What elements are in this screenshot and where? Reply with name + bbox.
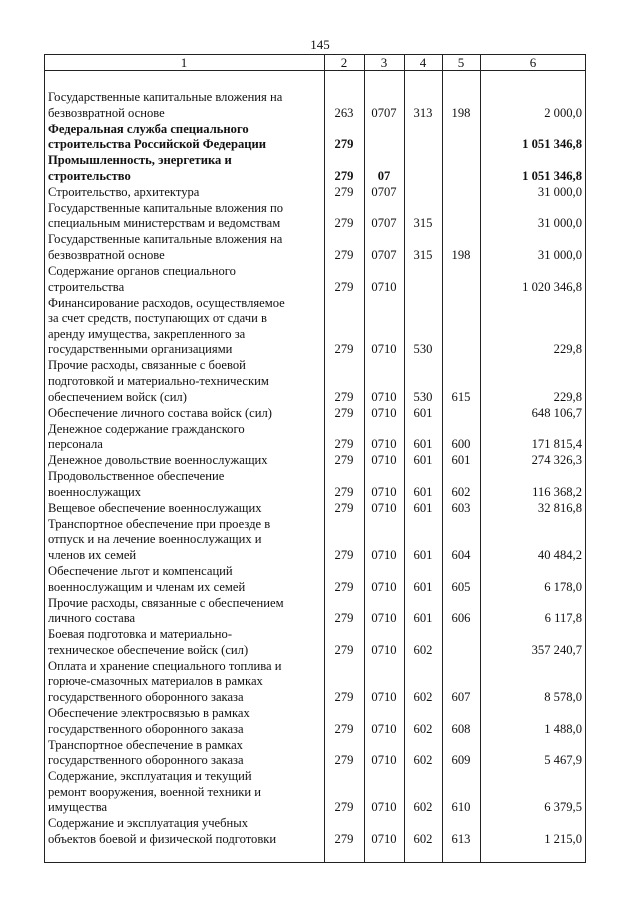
row-section-code: 0707 — [371, 105, 397, 120]
row-chapter-code: 279 — [334, 611, 354, 626]
row-section-code: 0710 — [371, 484, 397, 499]
table-row — [44, 659, 586, 706]
row-description: Содержание и эксплуатация учебных объектов боевой и физической подготовки — [48, 816, 277, 846]
row-amount: 1 051 346,8 — [522, 137, 582, 152]
row-description: Содержание органов специального строительства — [48, 264, 236, 294]
row-expense-code: 609 — [451, 753, 471, 768]
row-target-code: 601 — [413, 405, 433, 420]
row-target-code: 602 — [413, 721, 433, 736]
row-target-code: 530 — [413, 342, 433, 357]
header-col-3: 3 — [380, 55, 388, 70]
row-section-code: 0710 — [371, 721, 397, 736]
row-amount: 274 326,3 — [531, 453, 582, 468]
row-amount: 1 488,0 — [544, 721, 582, 736]
row-chapter-code: 279 — [334, 800, 354, 815]
table-row — [44, 232, 586, 263]
table-row — [44, 816, 586, 847]
row-section-code: 0707 — [371, 216, 397, 231]
row-chapter-code: 279 — [334, 500, 354, 515]
row-target-code: 601 — [413, 500, 433, 515]
row-chapter-code: 279 — [334, 137, 354, 152]
row-target-code: 530 — [413, 389, 433, 404]
row-chapter-code: 279 — [334, 247, 354, 262]
row-target-code: 601 — [413, 484, 433, 499]
row-amount: 6 178,0 — [544, 579, 582, 594]
row-amount: 6 117,8 — [544, 611, 582, 626]
row-target-code: 315 — [413, 247, 433, 262]
row-target-code: 315 — [413, 216, 433, 231]
table-row — [44, 453, 586, 469]
row-amount: 40 484,2 — [537, 548, 582, 562]
row-amount: 1 051 346,8 — [522, 168, 582, 183]
row-amount: 229,8 — [553, 342, 582, 357]
row-section-code: 0710 — [371, 579, 397, 594]
row-chapter-code: 279 — [334, 484, 354, 499]
row-expense-code: 605 — [451, 579, 471, 594]
row-expense-code: 613 — [451, 831, 471, 846]
row-section-code: 0707 — [371, 247, 397, 262]
row-description: Транспортное обеспечение в рамках государственного оборонного заказа — [48, 737, 244, 768]
row-expense-code: 602 — [451, 484, 471, 499]
row-expense-code: 603 — [451, 500, 471, 515]
row-target-code: 602 — [413, 753, 433, 768]
table-row — [44, 738, 586, 769]
row-amount: 1 020 346,8 — [522, 279, 582, 294]
row-section-code: 0710 — [371, 405, 397, 420]
row-expense-code: 606 — [451, 611, 471, 626]
row-expense-code: 198 — [451, 105, 471, 120]
row-section-code: 0710 — [371, 500, 397, 515]
row-target-code: 602 — [413, 642, 433, 657]
row-section-code: 0710 — [371, 453, 397, 468]
row-description: Финансирование расходов, осуществляемое за счет средств, поступающих от сдачи в аренду имущества, закрепленного за государственными организациями — [48, 295, 285, 357]
row-amount: 31 000,0 — [537, 247, 582, 262]
table-row — [44, 469, 586, 500]
table-row — [44, 358, 586, 405]
row-target-code: 602 — [413, 800, 433, 815]
row-amount: 229,8 — [553, 389, 582, 404]
row-amount: 32 816,8 — [537, 500, 582, 515]
row-amount: 8 578,0 — [544, 690, 582, 704]
row-section-code: 0707 — [371, 184, 397, 199]
row-description: Строительство, архитектура — [48, 184, 200, 199]
row-chapter-code: 263 — [334, 105, 354, 120]
header-col-6: 6 — [529, 55, 537, 70]
row-section-code: 0710 — [371, 342, 397, 357]
row-chapter-code: 279 — [334, 216, 354, 231]
row-expense-code: 198 — [451, 247, 471, 262]
row-expense-code: 607 — [451, 690, 471, 704]
row-section-code: 0710 — [371, 548, 397, 562]
row-description: Денежное содержание гражданского персонала — [48, 421, 245, 452]
header-col-1: 1 — [180, 55, 188, 70]
table-row — [44, 90, 586, 121]
row-amount: 648 106,7 — [531, 405, 582, 420]
row-amount: 1 215,0 — [544, 831, 582, 846]
row-amount: 116 368,2 — [532, 484, 582, 499]
row-section-code: 0710 — [371, 753, 397, 768]
row-section-code: 07 — [377, 168, 391, 183]
table-row — [44, 122, 586, 153]
row-description: Государственные капитальные вложения на безвозвратной основе — [48, 232, 283, 262]
table-row — [44, 422, 586, 453]
table-row — [44, 201, 586, 232]
row-description: Прочие расходы, связанные с обеспечением личного состава — [48, 595, 284, 626]
row-chapter-code: 279 — [334, 279, 354, 294]
row-target-code: 601 — [413, 579, 433, 594]
row-chapter-code: 279 — [334, 690, 354, 704]
row-description: Содержание, эксплуатация и текущий ремонт вооружения, военной техники и имущества — [48, 769, 261, 815]
row-chapter-code: 279 — [334, 389, 354, 404]
row-description: Обеспечение льгот и компенсаций военнослужащим и членам их семей — [48, 564, 246, 594]
row-description: Государственные капитальные вложения по специальным министерствам и ведомствам — [48, 200, 284, 231]
row-chapter-code: 279 — [334, 548, 354, 562]
row-section-code: 0710 — [371, 690, 397, 704]
row-amount: 6 379,5 — [544, 800, 582, 815]
row-chapter-code: 279 — [334, 453, 354, 468]
row-description: Оплата и хранение специального топлива и горюче-смазочных материалов в рамках государственного оборонного заказа — [48, 658, 282, 704]
row-amount: 31 000,0 — [537, 184, 582, 199]
header-col-2: 2 — [340, 55, 348, 70]
row-section-code: 0710 — [371, 800, 397, 815]
row-expense-code: 610 — [451, 800, 471, 815]
row-chapter-code: 279 — [334, 831, 354, 846]
row-amount: 171 815,4 — [531, 437, 582, 452]
row-chapter-code: 279 — [334, 579, 354, 594]
row-chapter-code: 279 — [334, 642, 354, 657]
page-number: 145 — [310, 37, 330, 52]
row-description: Боевая подготовка и материально- техническое обеспечение войск (сил) — [48, 627, 249, 657]
row-amount: 31 000,0 — [537, 216, 582, 231]
row-chapter-code: 279 — [334, 753, 354, 768]
table-row — [44, 406, 586, 422]
row-expense-code: 601 — [451, 453, 471, 468]
row-description: Промышленность, энергетика и строительство — [48, 153, 232, 183]
table-row — [44, 501, 586, 517]
row-section-code: 0710 — [371, 437, 397, 452]
row-description: Прочие расходы, связанные с боевой подготовкой и материально-техническим обеспечением войск (сил) — [48, 358, 269, 404]
row-description: Транспортное обеспечение при проезде в отпуск и на лечение военнослужащих и членов их семей — [48, 516, 271, 562]
row-amount: 2 000,0 — [544, 105, 582, 120]
table-row — [44, 627, 586, 658]
row-chapter-code: 279 — [334, 437, 354, 452]
row-description: Обеспечение электросвязью в рамках государственного оборонного заказа — [48, 706, 250, 736]
table-row — [44, 153, 586, 184]
table-row — [44, 517, 586, 564]
row-description: Денежное довольствие военнослужащих — [48, 453, 268, 468]
row-section-code: 0710 — [371, 389, 397, 404]
row-expense-code: 615 — [451, 389, 471, 404]
row-chapter-code: 279 — [334, 342, 354, 357]
row-description: Государственные капитальные вложения на безвозвратной основе — [48, 90, 283, 120]
row-section-code: 0710 — [371, 279, 397, 294]
row-chapter-code: 279 — [334, 184, 354, 199]
row-target-code: 313 — [413, 105, 433, 120]
table-row — [44, 706, 586, 737]
row-target-code: 601 — [413, 453, 433, 468]
row-target-code: 601 — [413, 611, 433, 626]
row-section-code: 0710 — [371, 831, 397, 846]
row-target-code: 602 — [413, 831, 433, 846]
row-target-code: 601 — [413, 548, 433, 562]
table-row — [44, 296, 586, 358]
header-col-4: 4 — [419, 55, 427, 70]
row-description: Вещевое обеспечение военнослужащих — [48, 500, 262, 515]
row-expense-code: 604 — [451, 548, 471, 562]
row-chapter-code: 279 — [334, 721, 354, 736]
table-row — [44, 185, 586, 201]
header-col-5: 5 — [457, 55, 465, 70]
table-row — [44, 564, 586, 595]
row-chapter-code: 279 — [334, 168, 354, 183]
row-description: Продовольственное обеспечение военнослужащих — [48, 469, 225, 499]
row-expense-code: 608 — [451, 721, 471, 736]
row-section-code: 0710 — [371, 642, 397, 657]
row-chapter-code: 279 — [334, 405, 354, 420]
row-target-code: 601 — [413, 437, 433, 452]
row-expense-code: 600 — [451, 437, 471, 452]
row-amount: 357 240,7 — [531, 642, 582, 657]
row-target-code: 602 — [413, 690, 433, 704]
table-row — [44, 596, 586, 627]
row-amount: 5 467,9 — [544, 753, 582, 768]
table-row — [44, 264, 586, 295]
row-section-code: 0710 — [371, 611, 397, 626]
row-description: Федеральная служба специального строительства Российской Федерации — [48, 121, 267, 152]
row-description: Обеспечение личного состава войск (сил) — [48, 405, 272, 420]
table-row — [44, 769, 586, 816]
